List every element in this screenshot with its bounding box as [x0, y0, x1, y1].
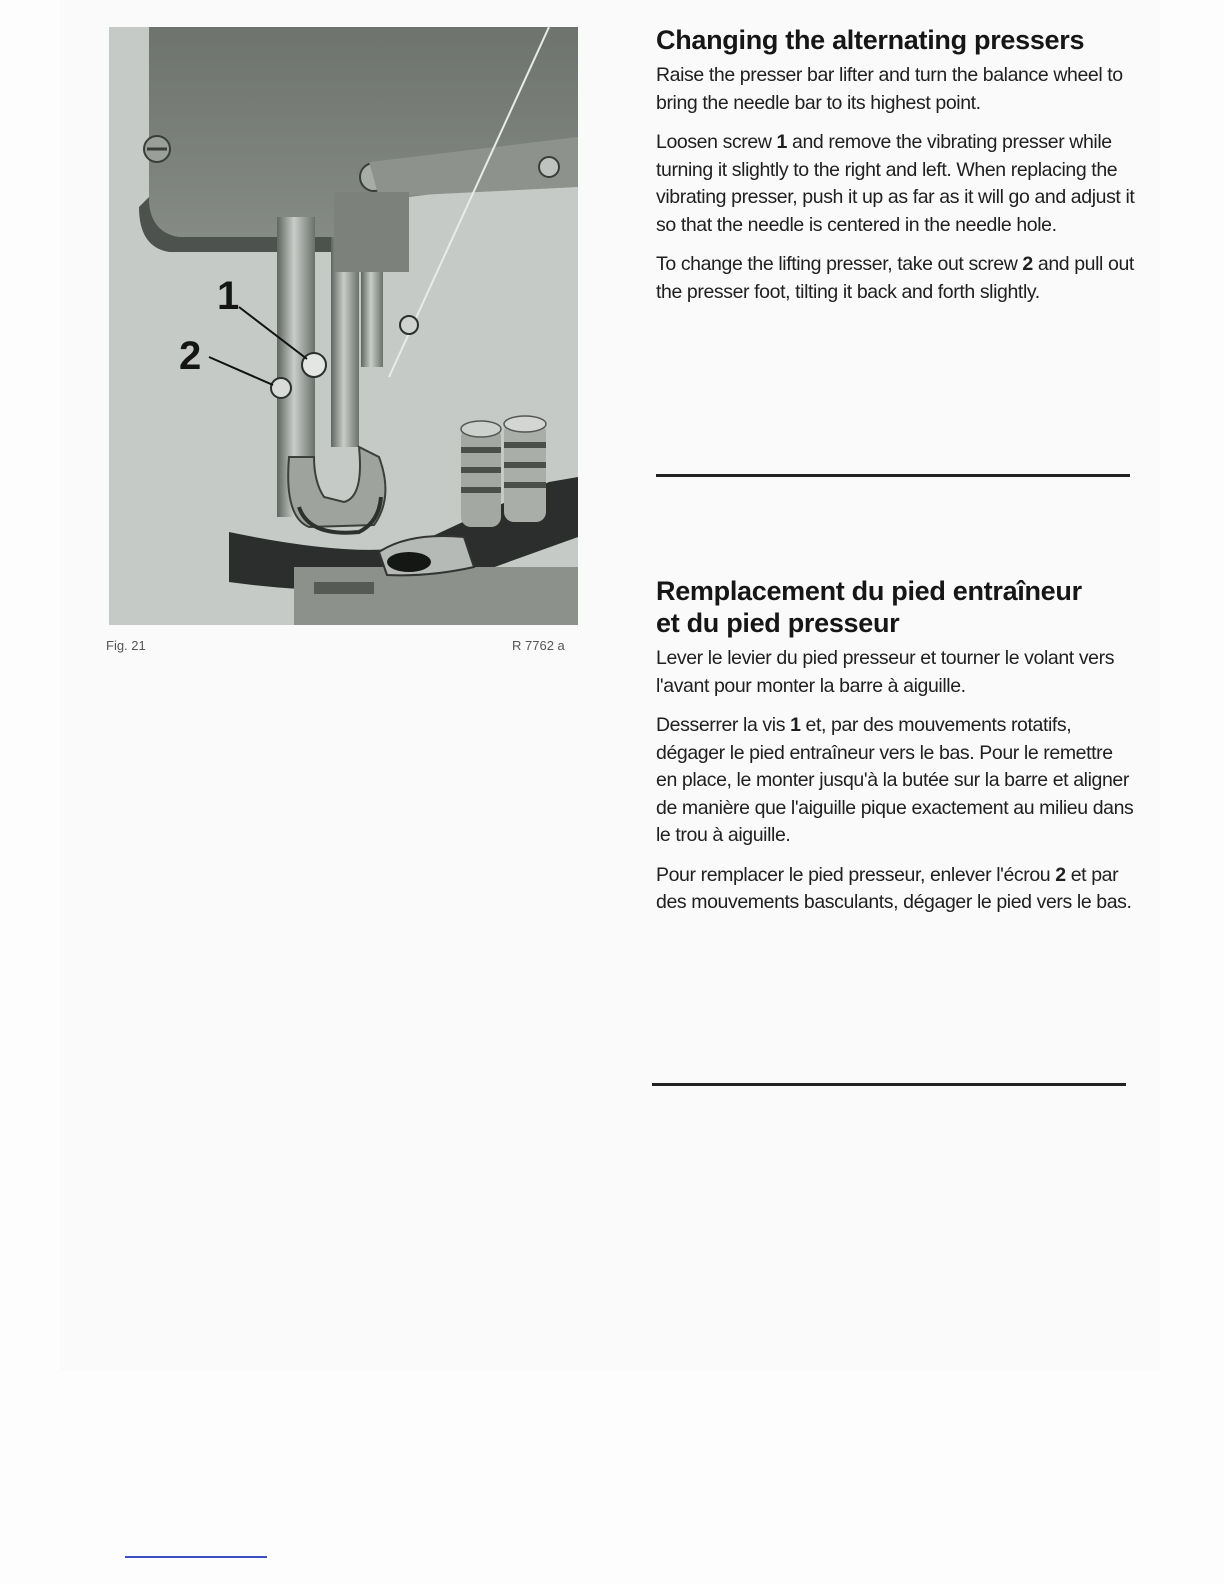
english-paragraph-2: Loosen screw 1 and remove the vibrating presser while turning it slightly to the right and left. When replacing the vibrating presser, push it up as far as it will go and adjust it so that the needle is centered in the needle hole.	[656, 131, 1135, 236]
presser-foot-photo	[109, 27, 578, 625]
french-section	[656, 575, 1136, 929]
english-title: Changing the alternating pressers	[656, 25, 1085, 55]
french-paragraph-3: Pour remplacer le pied presseur, enlever l'écrou 2 et par des mouvements basculants, dégager le pied vers le bas.	[656, 863, 1132, 913]
section-divider-2	[652, 1083, 1126, 1086]
footer-link-underline[interactable]	[125, 1556, 267, 1558]
french-paragraph-2: Desserrer la vis 1 et, par des mouvements rotatifs, dégager le pied entraîneur vers le bas. Pour le remettre en place, le monter jusqu'à la butée sur la barre et aligner de manière que l'aiguille pique exactement au milieu dans le trou à aiguille.	[656, 714, 1134, 846]
english-paragraph-3: To change the lifting presser, take out screw 2 and pull out the presser foot, tilting it back and forth slightly.	[656, 253, 1134, 303]
callout-1: 1	[217, 274, 240, 318]
english-paragraph-1: Raise the presser bar lifter and turn the balance wheel to bring the needle bar to its highest point.	[656, 64, 1123, 114]
french-title: Remplacement du pied entraîneur et du pied presseur	[656, 576, 1082, 638]
french-paragraph-1: Lever le levier du pied presseur et tourner le volant vers l'avant pour monter la barre à aiguille.	[656, 647, 1115, 697]
english-section	[656, 24, 1136, 318]
callout-2: 2	[179, 334, 202, 378]
figure-reference: R 7762 a	[512, 638, 565, 653]
section-divider-1	[656, 474, 1130, 477]
figure-caption: Fig. 21	[106, 638, 146, 653]
